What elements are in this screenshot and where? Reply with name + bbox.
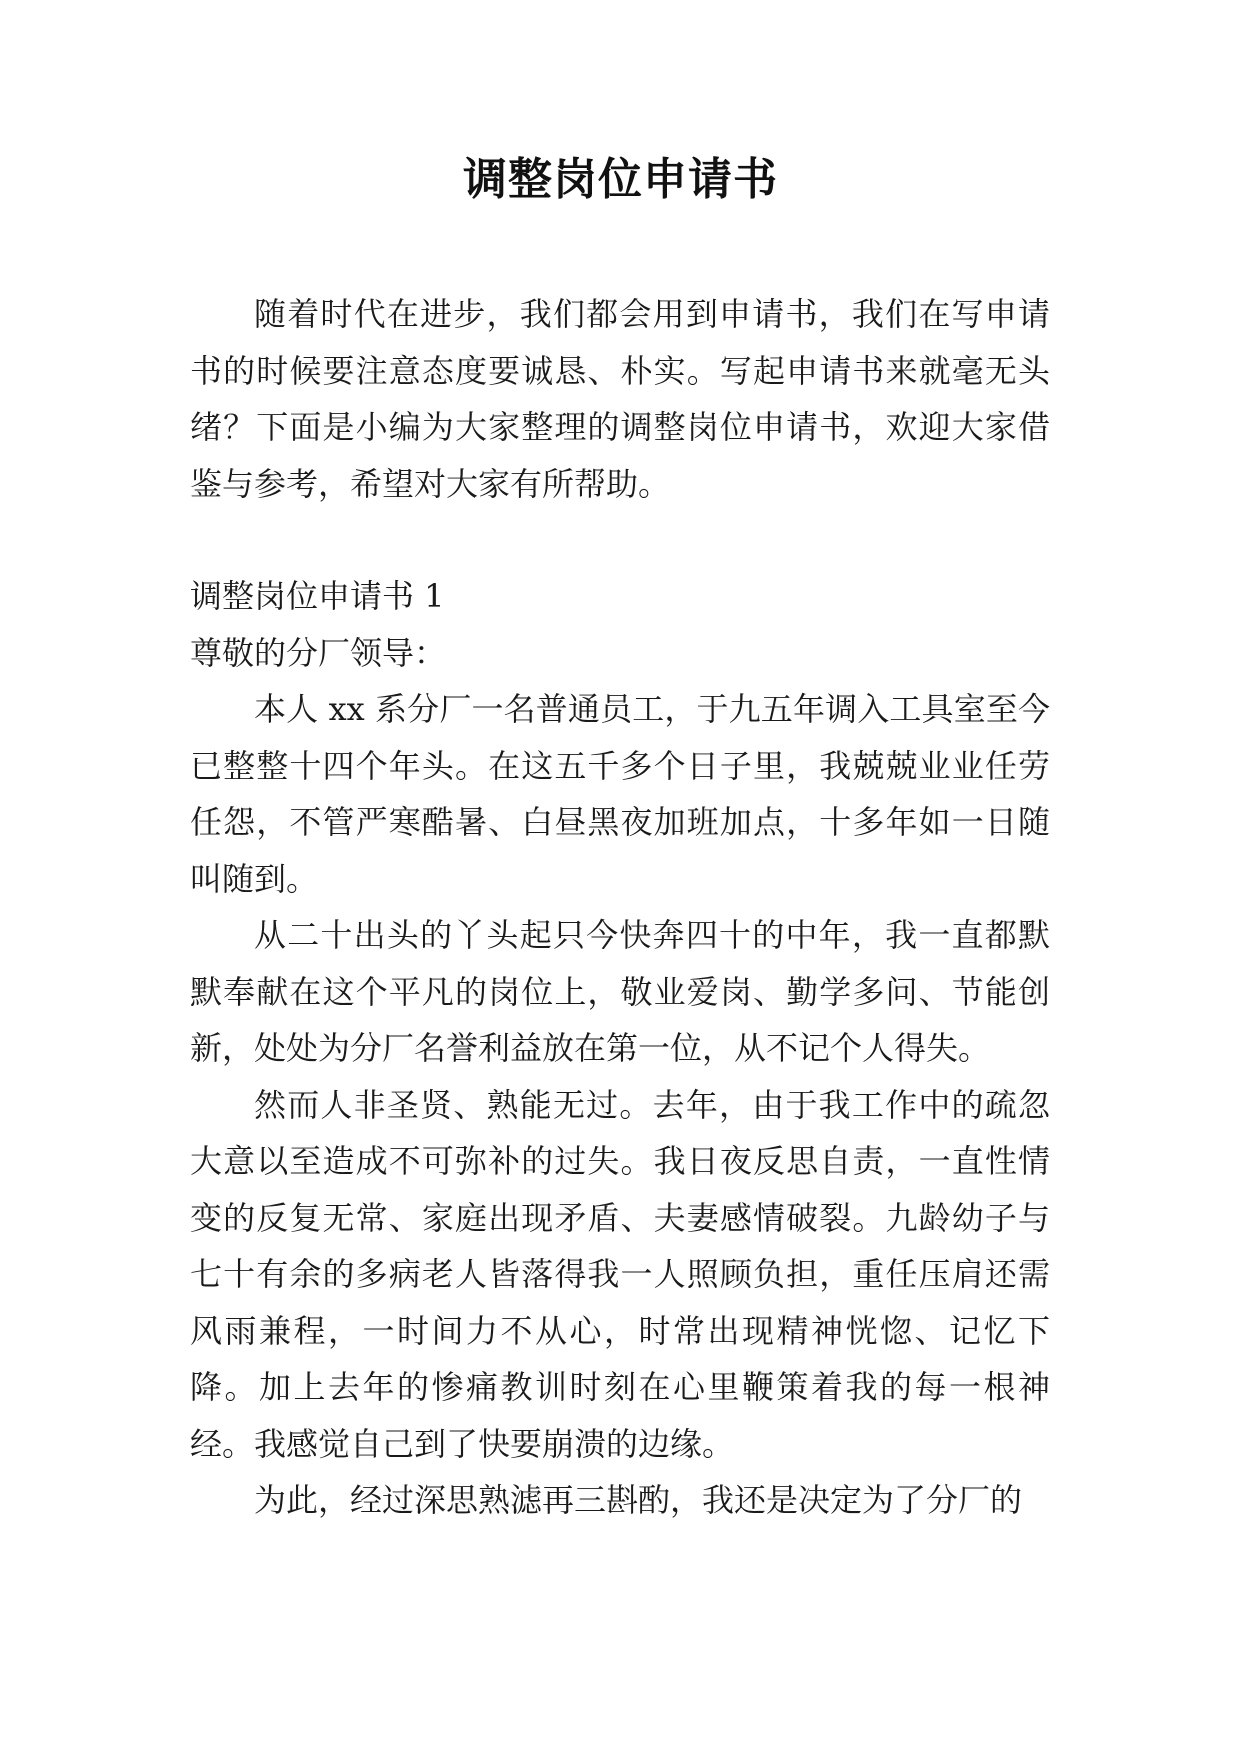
document-body: [190, 286, 1050, 1529]
section-heading: 调整岗位申请书 1: [190, 577, 445, 615]
salutation: 尊敬的分厂领导：: [190, 633, 447, 672]
body-paragraph-4: 为此，经过深思熟滤再三斟酌，我还是决定为了分厂的: [254, 1481, 1023, 1519]
document-title: 调整岗位申请书: [463, 154, 778, 205]
body-paragraph-2: 从二十出头的丫头起只今快奔四十的中年，我一直都默默奉献在这个平凡的岗位上，敬业爱岗、勤学多问、节能创新，处处为分厂名誉利益放在第一位，从不记个人得失。: [190, 916, 1050, 1067]
body-paragraph-3: 然而人非圣贤、熟能无过。去年，由于我工作中的疏忽大意以至造成不可弥补的过失。我日夜反思自责，一直性情变的反复无常、家庭出现矛盾、夫妻感情破裂。九龄幼子与七十有余的多病老人皆落得我一人照顾负担，重任压肩还需风雨兼程，一时间力不从心，时常出现精神恍惚、记忆下降。加上去年的惨痛教训时刻在心里鞭策着我的每一根神经。我感觉自己到了快要崩溃的边缘。: [190, 1085, 1050, 1463]
intro-paragraph: 随着时代在进步，我们都会用到申请书，我们在写申请书的时候要注意态度要诚恳、朴实。写起申请书来就毫无头绪？下面是小编为大家整理的调整岗位申请书，欢迎大家借鉴与参考，希望对大家有所帮助。: [190, 295, 1050, 503]
body-paragraph-1: 本人 xx 系分厂一名普通员工，于九五年调入工具室至今已整整十四个年头。在这五千多个日子里，我兢兢业业任劳任怨，不管严寒酷暑、白昼黑夜加班加点，十多年如一日随叫随到。: [190, 690, 1050, 898]
